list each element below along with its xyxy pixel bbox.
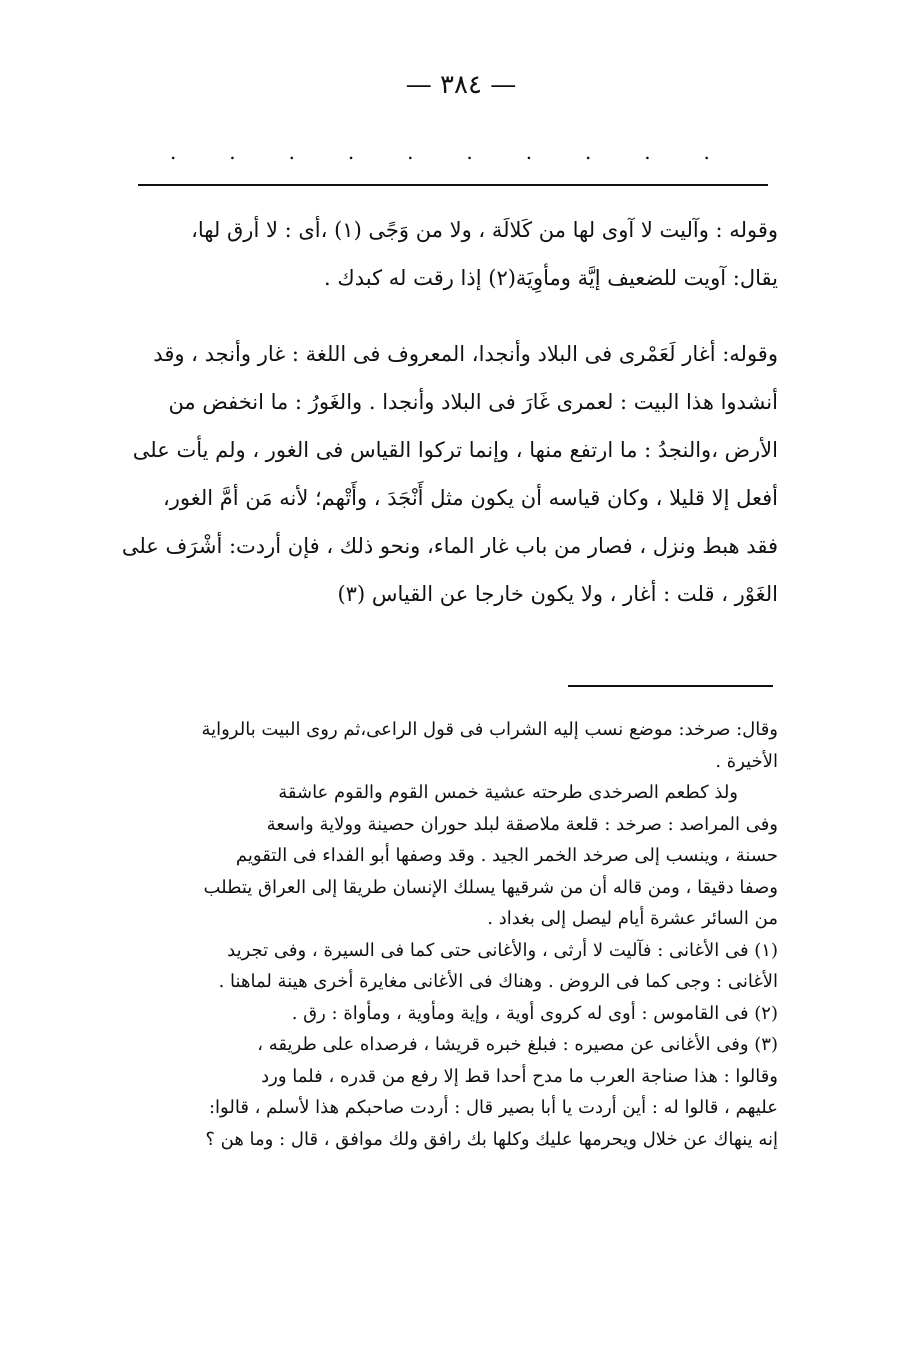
ornament-dots xyxy=(170,142,710,162)
dot: . xyxy=(229,140,236,164)
footnote-rule xyxy=(568,685,773,687)
dot: . xyxy=(644,140,651,164)
dot: . xyxy=(347,140,355,164)
dot: . xyxy=(584,140,592,164)
footnote-line: وصفا دقيقا ، ومن قاله أن من شرقيها يسلك الإنسان طريقا إلى العراق يتطلب xyxy=(203,876,778,898)
dot: . xyxy=(288,140,295,164)
verse-first-hemistich: ولذ كطعم الصرخدى طرحته xyxy=(532,782,738,803)
text-line: أنشدوا هذا البيت : لعمرى غَارَ فى البلاد وأنجدا . والغَورُ : ما انخفض من xyxy=(168,390,778,414)
text-line: فقد هبط ونزل ، فصار من باب غار الماء، ونحو ذلك ، فإن أردت: أشْرَف على xyxy=(121,534,778,558)
footnote-line: حسنة ، وينسب إلى صرخد الخمر الجيد . وقد وصفها أبو الفداء فى التقويم xyxy=(235,845,778,866)
footnote-1: (١) فى الأغانى : فآليت لا أرثى ، والأغانى حتى كما فى السيرة ، وفى تجريد xyxy=(227,939,778,961)
footnote-2: (٢) فى القاموس : أوى له كروى أوية ، وإية ومأوية ، ومأواة : رق . xyxy=(291,1002,778,1024)
dot: . xyxy=(525,140,533,164)
dot: . xyxy=(170,140,177,164)
footnote-line: الأخيرة . xyxy=(715,750,778,772)
text-line: وقوله: أغار لَعَمْرى فى البلاد وأنجدا، المعروف فى اللغة : غار وأنجد ، وقد xyxy=(153,342,778,366)
text-line: يقال: آويت للضعيف إيَّة ومأوِيَة(٢) إذا رقت له كبدك . xyxy=(324,266,778,290)
text-line: وقوله : وآليت لا آوى لها من كَلالَة ، ولا من وَجًى (١) ،أى : لا أرق لها، xyxy=(191,218,778,242)
page-number: — ٣٨٤ — xyxy=(405,70,517,100)
footnote-3: (٣) وفى الأغانى عن مصيره : فبلغ خبره قريشا ، فرصداه على طريقه ، xyxy=(257,1034,778,1055)
header-rule xyxy=(138,184,768,186)
footnote-line: وقال: صرخد: موضع نسب إليه الشراب فى قول الراعى،ثم روى البيت بالرواية xyxy=(201,719,778,740)
footnote-line: من السائر عشرة أيام ليصل إلى بغداد . xyxy=(487,908,778,929)
footnote-3: وقالوا : هذا صناجة العرب ما مدح أحدا قط إلا رفع من قدره ، فلما ورد xyxy=(261,1065,778,1087)
footnotes xyxy=(110,714,778,1155)
dot: . xyxy=(407,140,414,164)
footnote-1: الأغانى : وجى كما فى الروض . وهناك فى الأغانى مغايرة أخرى هينة لماهنا . xyxy=(218,971,778,992)
verse-second-hemistich: عشية خمس القوم والقوم عاشقة xyxy=(278,782,527,803)
text-line: الأرض ،والنجدُ : ما ارتفع منها ، وإنما تركوا القياس فى الغور ، ولم يأت على xyxy=(132,438,778,462)
text-line: أفعل إلا قليلا ، وكان قياسه أن يكون مثل أَنْجَدَ ، وأَتْهم؛ لأنه مَن أمَّ الغور، xyxy=(163,486,778,510)
text-line: الغَوْر ، قلت : أغار ، ولا يكون خارجا عن القياس (٣) xyxy=(337,582,778,606)
main-paragraph-2 xyxy=(110,330,778,618)
dot: . xyxy=(703,140,710,164)
footnote-3: إنه ينهاك عن خلال ويحرمها عليك وكلها بك رافق ولك موافق ، قال : وما هن ؟ xyxy=(205,1128,778,1150)
main-paragraph-1 xyxy=(110,206,778,302)
dot: . xyxy=(466,140,473,164)
footnote-3: عليهم ، قالوا له : أين أردت يا أبا بصير قال : أردت صاحبكم هذا لأسلم ، قالوا: xyxy=(208,1097,778,1118)
footnote-line: وفى المراصد : صرخد : قلعة ملاصقة لبلد حوران حصينة وولاية واسعة xyxy=(266,813,778,835)
verse-line xyxy=(110,777,778,809)
